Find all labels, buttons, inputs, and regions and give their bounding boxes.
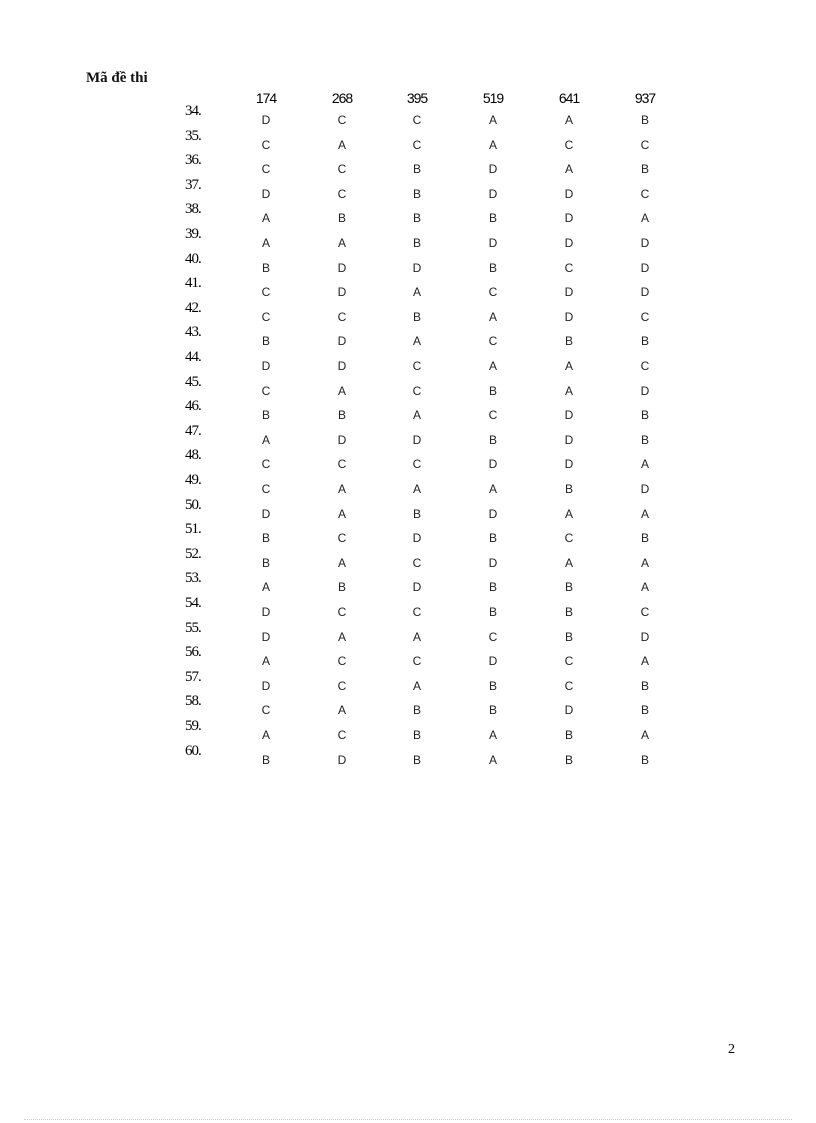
- answer-cell: C: [412, 654, 422, 669]
- question-number: 36.: [185, 152, 201, 169]
- answer-cell: A: [564, 555, 573, 570]
- table-row: [0, 152, 816, 176]
- question-number: 38.: [185, 201, 201, 218]
- answer-cell: C: [337, 605, 347, 619]
- answer-cell: D: [337, 334, 347, 349]
- answer-cell: A: [640, 580, 649, 595]
- answer-cell: B: [261, 752, 270, 767]
- question-number: 60.: [185, 742, 201, 759]
- answer-cell: D: [564, 457, 574, 472]
- answer-cell: B: [564, 728, 573, 742]
- answer-cell: C: [261, 482, 271, 496]
- table-row: [0, 521, 816, 545]
- answer-cell: C: [261, 162, 271, 177]
- answer-cell: A: [488, 113, 497, 127]
- table-row: [0, 472, 816, 496]
- answer-cell: C: [337, 531, 347, 546]
- table-row: [0, 103, 816, 127]
- answer-cell: A: [640, 654, 649, 669]
- answer-key-title: Mã đề thi: [86, 70, 148, 86]
- table-row: [0, 128, 816, 152]
- answer-cell: C: [564, 260, 574, 275]
- answer-cell: C: [488, 629, 498, 644]
- answer-cell: A: [337, 555, 346, 570]
- answer-cell: D: [261, 113, 271, 127]
- table-row: [0, 374, 816, 398]
- footer-rule: [24, 1119, 792, 1120]
- answer-cell: C: [564, 137, 574, 152]
- answer-cell: B: [640, 334, 649, 349]
- answer-cell: A: [412, 334, 421, 349]
- answer-cell: B: [564, 482, 573, 496]
- answer-cell: C: [488, 334, 498, 349]
- answer-cell: D: [564, 703, 574, 718]
- answer-cell: C: [412, 605, 422, 619]
- answer-cell: A: [261, 728, 270, 742]
- answer-cell: D: [412, 531, 422, 546]
- table-row: [0, 620, 816, 644]
- answer-cell: C: [337, 309, 347, 324]
- answer-cell: A: [337, 482, 346, 496]
- answer-cell: C: [261, 703, 271, 718]
- answer-cell: B: [640, 703, 649, 718]
- answer-cell: B: [412, 752, 421, 767]
- answer-cell: D: [640, 236, 650, 250]
- answer-cell: D: [337, 432, 347, 447]
- answer-cell: C: [564, 678, 574, 693]
- answer-cell: D: [640, 260, 650, 275]
- answer-cell: C: [488, 408, 498, 423]
- answer-cell: C: [640, 605, 650, 619]
- answer-cell: B: [412, 703, 421, 718]
- question-number: 53.: [185, 570, 201, 587]
- answer-cell: D: [412, 432, 422, 447]
- table-row: [0, 251, 816, 275]
- answer-cell: C: [261, 457, 271, 472]
- question-number: 41.: [185, 275, 201, 292]
- answer-cell: B: [488, 580, 497, 595]
- answer-cell: D: [640, 629, 650, 644]
- question-number: 45.: [185, 373, 201, 390]
- answer-cell: B: [640, 408, 649, 423]
- answer-cell: A: [337, 236, 346, 250]
- answer-cell: A: [412, 629, 421, 644]
- table-row: [0, 644, 816, 668]
- answer-cell: C: [337, 162, 347, 177]
- answer-cell: A: [488, 752, 497, 767]
- question-number: 34.: [185, 103, 201, 119]
- answer-cell: C: [337, 728, 347, 742]
- table-row: [0, 177, 816, 201]
- answer-cell: A: [564, 359, 573, 373]
- table-row: [0, 398, 816, 422]
- answer-cell: B: [337, 211, 346, 226]
- answer-cell: C: [412, 359, 422, 373]
- question-number: 37.: [185, 176, 201, 193]
- answer-cell: D: [337, 260, 347, 275]
- question-number: 43.: [185, 324, 201, 341]
- answer-cell: B: [412, 309, 421, 324]
- answer-cell: D: [261, 506, 271, 521]
- answer-cell: A: [412, 482, 421, 496]
- question-number: 44.: [185, 349, 201, 365]
- answer-cell: A: [261, 236, 270, 250]
- answer-cell: B: [412, 211, 421, 226]
- answer-cell: B: [261, 260, 270, 275]
- question-number: 39.: [185, 226, 201, 242]
- question-number: 42.: [185, 299, 201, 316]
- answer-cell: B: [261, 531, 270, 546]
- answer-cell: D: [640, 482, 650, 496]
- answer-cell: D: [488, 236, 498, 250]
- answer-cell: B: [640, 678, 649, 693]
- table-row: [0, 275, 816, 299]
- answer-cell: B: [564, 629, 573, 644]
- answer-cell: B: [564, 605, 573, 619]
- answer-cell: C: [261, 137, 271, 152]
- question-number: 54.: [185, 595, 201, 611]
- answer-cell: C: [564, 654, 574, 669]
- table-row: [0, 324, 816, 348]
- answer-cell: B: [488, 260, 497, 275]
- exam-code-header-cell: 395: [406, 90, 428, 106]
- answer-cell: D: [488, 654, 498, 669]
- exam-code-header-cell: 641: [558, 90, 580, 106]
- question-number: 46.: [185, 398, 201, 415]
- answer-cell: A: [488, 137, 497, 152]
- question-number: 56.: [185, 644, 201, 661]
- question-number: 57.: [185, 668, 201, 685]
- table-row: [0, 718, 816, 742]
- answer-cell: D: [412, 260, 422, 275]
- answer-cell: D: [488, 457, 498, 472]
- answer-cell: B: [337, 580, 346, 595]
- answer-cell: B: [261, 408, 270, 423]
- answer-cell: D: [564, 432, 574, 447]
- answer-cell: C: [412, 383, 422, 398]
- answer-cell: D: [337, 285, 347, 300]
- answer-cell: C: [640, 137, 650, 152]
- question-number: 48.: [185, 447, 201, 464]
- answer-cell: D: [412, 580, 422, 595]
- answer-cell: D: [261, 359, 271, 373]
- answer-cell: B: [640, 113, 649, 127]
- answer-cell: A: [412, 678, 421, 693]
- answer-cell: D: [488, 162, 498, 177]
- table-row: [0, 497, 816, 521]
- answer-cell: C: [261, 383, 271, 398]
- table-row: [0, 570, 816, 594]
- answer-cell: A: [640, 211, 649, 226]
- page-number: 2: [728, 1042, 735, 1057]
- answer-cell: C: [337, 186, 347, 201]
- answer-cell: C: [412, 113, 422, 127]
- table-row: [0, 743, 816, 767]
- table-row: [0, 693, 816, 717]
- exam-code-header-cell: 268: [331, 90, 353, 106]
- answer-cell: C: [488, 285, 498, 300]
- answer-cell: B: [488, 211, 497, 226]
- answer-cell: D: [261, 678, 271, 693]
- answer-cell: D: [488, 555, 498, 570]
- answer-cell: A: [261, 580, 270, 595]
- answer-cell: A: [337, 383, 346, 398]
- answer-cell: A: [564, 162, 573, 177]
- answer-cell: D: [564, 408, 574, 423]
- answer-cell: B: [488, 703, 497, 718]
- table-row: [0, 349, 816, 373]
- answer-cell: B: [337, 408, 346, 423]
- answer-cell: C: [261, 309, 271, 324]
- answer-cell: C: [640, 186, 650, 201]
- answer-cell: C: [640, 309, 650, 324]
- table-row: [0, 669, 816, 693]
- table-row: [0, 423, 816, 447]
- answer-cell: A: [261, 654, 270, 669]
- answer-cell: D: [564, 186, 574, 201]
- table-row: [0, 300, 816, 324]
- answer-cell: B: [412, 506, 421, 521]
- answer-cell: D: [640, 383, 650, 398]
- answer-cell: A: [337, 137, 346, 152]
- question-number: 55.: [185, 619, 201, 636]
- answer-cell: C: [337, 113, 347, 127]
- answer-cell: B: [488, 531, 497, 546]
- answer-cell: B: [640, 432, 649, 447]
- answer-cell: B: [640, 162, 649, 177]
- answer-cell: D: [261, 186, 271, 201]
- question-number: 35.: [185, 127, 201, 144]
- table-row: [0, 201, 816, 225]
- answer-cell: D: [488, 186, 498, 201]
- answer-cell: B: [412, 728, 421, 742]
- answer-cell: B: [488, 605, 497, 619]
- answer-cell: B: [412, 236, 421, 250]
- answer-cell: D: [564, 309, 574, 324]
- answer-cell: A: [261, 211, 270, 226]
- answer-cell: C: [640, 359, 650, 373]
- answer-cell: D: [337, 752, 347, 767]
- answer-cell: D: [261, 605, 271, 619]
- question-number: 59.: [185, 718, 201, 734]
- answer-cell: A: [337, 703, 346, 718]
- answer-cell: D: [640, 285, 650, 300]
- answer-cell: D: [337, 359, 347, 373]
- question-number: 40.: [185, 250, 201, 267]
- answer-cell: A: [488, 482, 497, 496]
- answer-cell: A: [261, 432, 270, 447]
- answer-cell: A: [640, 555, 649, 570]
- answer-cell: B: [488, 383, 497, 398]
- exam-code-header-cell: 174: [255, 90, 277, 106]
- exam-code-header-cell: 937: [634, 90, 656, 106]
- answer-cell: D: [564, 285, 574, 300]
- table-row: [0, 546, 816, 570]
- answer-cell: B: [488, 432, 497, 447]
- answer-cell: D: [261, 629, 271, 644]
- question-number: 51.: [185, 521, 201, 538]
- answer-cell: A: [640, 728, 649, 742]
- answer-cell: B: [564, 334, 573, 349]
- answer-cell: D: [564, 211, 574, 226]
- answer-cell: A: [337, 629, 346, 644]
- answer-cell: A: [337, 506, 346, 521]
- answer-cell: C: [337, 457, 347, 472]
- answer-cell: B: [261, 334, 270, 349]
- question-number: 50.: [185, 496, 201, 513]
- answer-cell: C: [412, 555, 422, 570]
- question-number: 49.: [185, 472, 201, 488]
- answer-cell: D: [564, 236, 574, 250]
- answer-cell: C: [337, 654, 347, 669]
- answer-cell: A: [640, 506, 649, 521]
- answer-cell: C: [564, 531, 574, 546]
- answer-cell: B: [564, 752, 573, 767]
- table-row: [0, 226, 816, 250]
- answer-cell: B: [640, 531, 649, 546]
- answer-cell: C: [412, 137, 422, 152]
- answer-cell: B: [261, 555, 270, 570]
- answer-cell: B: [564, 580, 573, 595]
- answer-cell: B: [640, 752, 649, 767]
- answer-cell: A: [640, 457, 649, 472]
- answer-cell: A: [564, 506, 573, 521]
- table-row: [0, 447, 816, 471]
- answer-cell: B: [412, 162, 421, 177]
- answer-cell: C: [261, 285, 271, 300]
- answer-cell: A: [412, 408, 421, 423]
- answer-cell: A: [564, 113, 573, 127]
- answer-cell: A: [488, 728, 497, 742]
- answer-cell: A: [488, 359, 497, 373]
- answer-cell: A: [564, 383, 573, 398]
- answer-cell: A: [488, 309, 497, 324]
- answer-cell: B: [412, 186, 421, 201]
- question-number: 47.: [185, 422, 201, 439]
- answer-cell: D: [488, 506, 498, 521]
- answer-cell: B: [488, 678, 497, 693]
- question-number: 58.: [185, 693, 201, 710]
- exam-code-header-cell: 519: [482, 90, 504, 106]
- question-number: 52.: [185, 545, 201, 562]
- answer-cell: A: [412, 285, 421, 300]
- table-row: [0, 595, 816, 619]
- answer-cell: C: [337, 678, 347, 693]
- answer-cell: C: [412, 457, 422, 472]
